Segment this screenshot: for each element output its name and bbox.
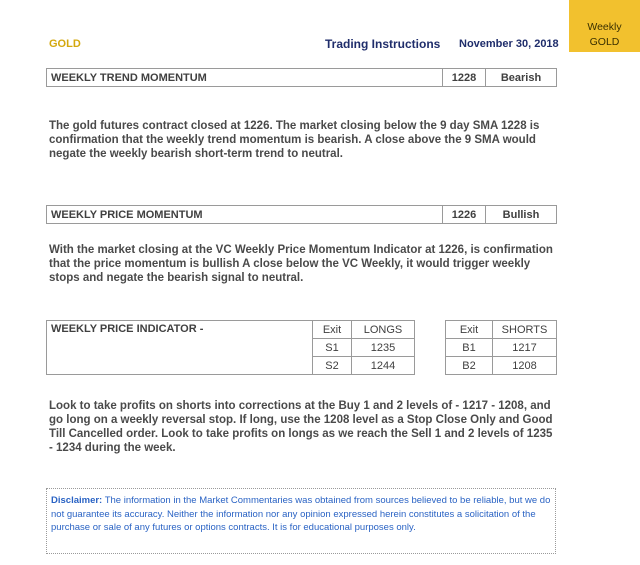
trend-momentum-signal: Bearish: [486, 69, 557, 87]
longs-header: LONGS: [352, 321, 415, 339]
trend-momentum-text: The gold futures contract closed at 1226. The market closing below the 9 day SMA 1228 is confirmation that the weekly trend momentum is bearish. A close above the 9 SMA would negate the weekly bearish short-term trend to neutral.: [49, 120, 540, 160]
price-indicator-label: WEEKLY PRICE INDICATOR -: [47, 321, 313, 375]
short-exit-b2: B2: [446, 357, 493, 375]
disclaimer-label: Disclaimer:: [51, 495, 103, 506]
price-momentum-table: [46, 205, 557, 224]
weekly-gold-badge: [569, 0, 640, 52]
long-exit-s1: S1: [313, 339, 352, 357]
badge-line-2: GOLD: [589, 36, 620, 49]
long-value-s1: 1235: [352, 339, 415, 357]
trading-instructions-text: Look to take profits on shorts into corrections at the Buy 1 and 2 levels of - 1217 - 1208, and go long on a weekly reversal stop. If long, use the 1208 level as a Stop Close Only and Good Till Cancelled order. Look to take profits on longs as we reach the Sell 1 and 2 levels of 1235 - 1234 during the week.: [49, 400, 553, 454]
commodity-label: GOLD: [49, 38, 81, 50]
price-momentum-value: 1226: [443, 206, 486, 224]
short-exit-b1: B1: [446, 339, 493, 357]
trend-momentum-label: WEEKLY TREND MOMENTUM: [47, 69, 443, 87]
price-momentum-label: WEEKLY PRICE MOMENTUM: [47, 206, 443, 224]
price-indicator-longs-table: [46, 320, 415, 375]
long-value-s2: 1244: [352, 357, 415, 375]
price-indicator-shorts-table: [445, 320, 557, 375]
report-date: November 30, 2018: [459, 38, 559, 50]
short-value-b1: 1217: [493, 339, 557, 357]
disclaimer-box: [46, 488, 556, 554]
short-value-b2: 1208: [493, 357, 557, 375]
badge-line-1: Weekly: [587, 21, 622, 33]
page-title: Trading Instructions: [325, 37, 441, 51]
disclaimer-text: The information in the Market Commentaries was obtained from sources believed to be reliable, but we do not guarantee its accuracy. Neither the information nor any opinion expressed herein constitutes a solicitation of the purchase or sale of any futures or options contracts. It is for educational purposes only.: [51, 495, 551, 533]
shorts-header: SHORTS: [493, 321, 557, 339]
trend-momentum-table: [46, 68, 557, 87]
longs-exit-header: Exit: [313, 321, 352, 339]
price-momentum-text: With the market closing at the VC Weekly Price Momentum Indicator at 1226, is confirmation that the price momentum is bullish A close below the VC Weekly, it would trigger weekly stops and negate the bearish signal to neutral.: [49, 244, 553, 284]
long-exit-s2: S2: [313, 357, 352, 375]
price-momentum-signal: Bullish: [486, 206, 557, 224]
shorts-exit-header: Exit: [446, 321, 493, 339]
trend-momentum-value: 1228: [443, 69, 486, 87]
